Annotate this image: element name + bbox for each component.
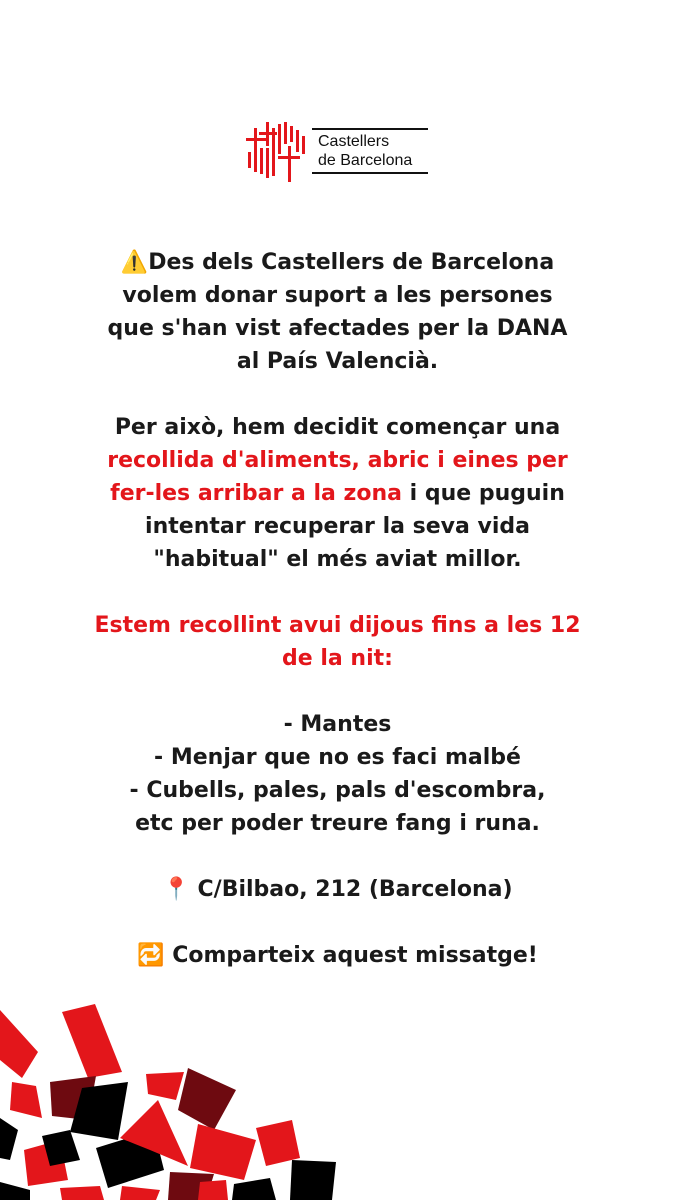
collection-line: Per això, hem decidit començar una	[114, 415, 561, 440]
repeat-icon: 🔁	[137, 943, 165, 968]
share-text: Comparteix aquest missatge!	[172, 943, 538, 968]
mosaic-shard	[0, 1182, 30, 1200]
collection-highlight: fer-les arribar a la zona	[110, 481, 402, 506]
announcement	[40, 246, 635, 972]
schedule-line: Estem recollint avui dijous fins a les 12	[94, 613, 581, 638]
list-item: etc per poder treure fang i runa.	[135, 811, 540, 836]
pin-icon: 📍	[162, 877, 190, 902]
list-item: - Cubells, pales, pals d'escombra,	[129, 778, 546, 803]
schedule-line: de la nit:	[282, 646, 393, 671]
mosaic-shard	[290, 1160, 336, 1200]
schedule-paragraph	[40, 609, 635, 675]
mosaic-shard	[190, 1124, 256, 1180]
list-item: - Menjar que no es faci malbé	[154, 745, 521, 770]
intro-line: Des dels Castellers de Barcelona	[148, 250, 555, 275]
mosaic-shard	[146, 1072, 184, 1100]
collection-highlight: recollida d'aliments, abric i eines per	[107, 448, 568, 473]
intro-line: al País Valencià.	[236, 349, 439, 374]
logo-rule-bottom	[312, 172, 428, 174]
collection-line: i que puguin	[401, 481, 565, 506]
collection-line: "habitual" el més aviat millor.	[153, 547, 522, 572]
address-line	[40, 873, 635, 906]
list-item: - Mantes	[283, 712, 392, 737]
intro-paragraph	[40, 246, 635, 378]
warning-icon: ⚠️	[120, 250, 149, 275]
collection-paragraph	[40, 411, 635, 576]
items-list	[40, 708, 635, 840]
intro-line: que s'han vist afectades per la DANA	[107, 316, 568, 341]
mosaic-shard	[120, 1186, 160, 1200]
share-line	[40, 939, 635, 972]
logo-rule-top	[312, 128, 428, 130]
castellers-emblem-icon	[244, 118, 310, 188]
logo-line-2: de Barcelona	[318, 152, 413, 169]
mosaic-shard	[60, 1186, 104, 1200]
mosaic-decoration	[0, 990, 675, 1200]
logo-line-1: Castellers	[318, 133, 390, 150]
mosaic-shard	[256, 1120, 300, 1166]
mosaic-shard	[198, 1180, 228, 1200]
mosaic-shard	[10, 1082, 42, 1118]
mosaic-shard	[232, 1178, 276, 1200]
intro-line: volem donar suport a les persones	[122, 283, 553, 308]
castellers-logo	[244, 118, 434, 188]
mosaic-shard	[0, 1118, 18, 1160]
address-text: C/Bilbao, 212 (Barcelona)	[197, 877, 513, 902]
mosaic-shard	[62, 1004, 122, 1078]
mosaic-shard	[178, 1068, 236, 1130]
logo-wordmark	[312, 128, 432, 174]
mosaic-shard	[0, 1010, 38, 1078]
collection-line: intentar recuperar la seva vida	[145, 514, 530, 539]
